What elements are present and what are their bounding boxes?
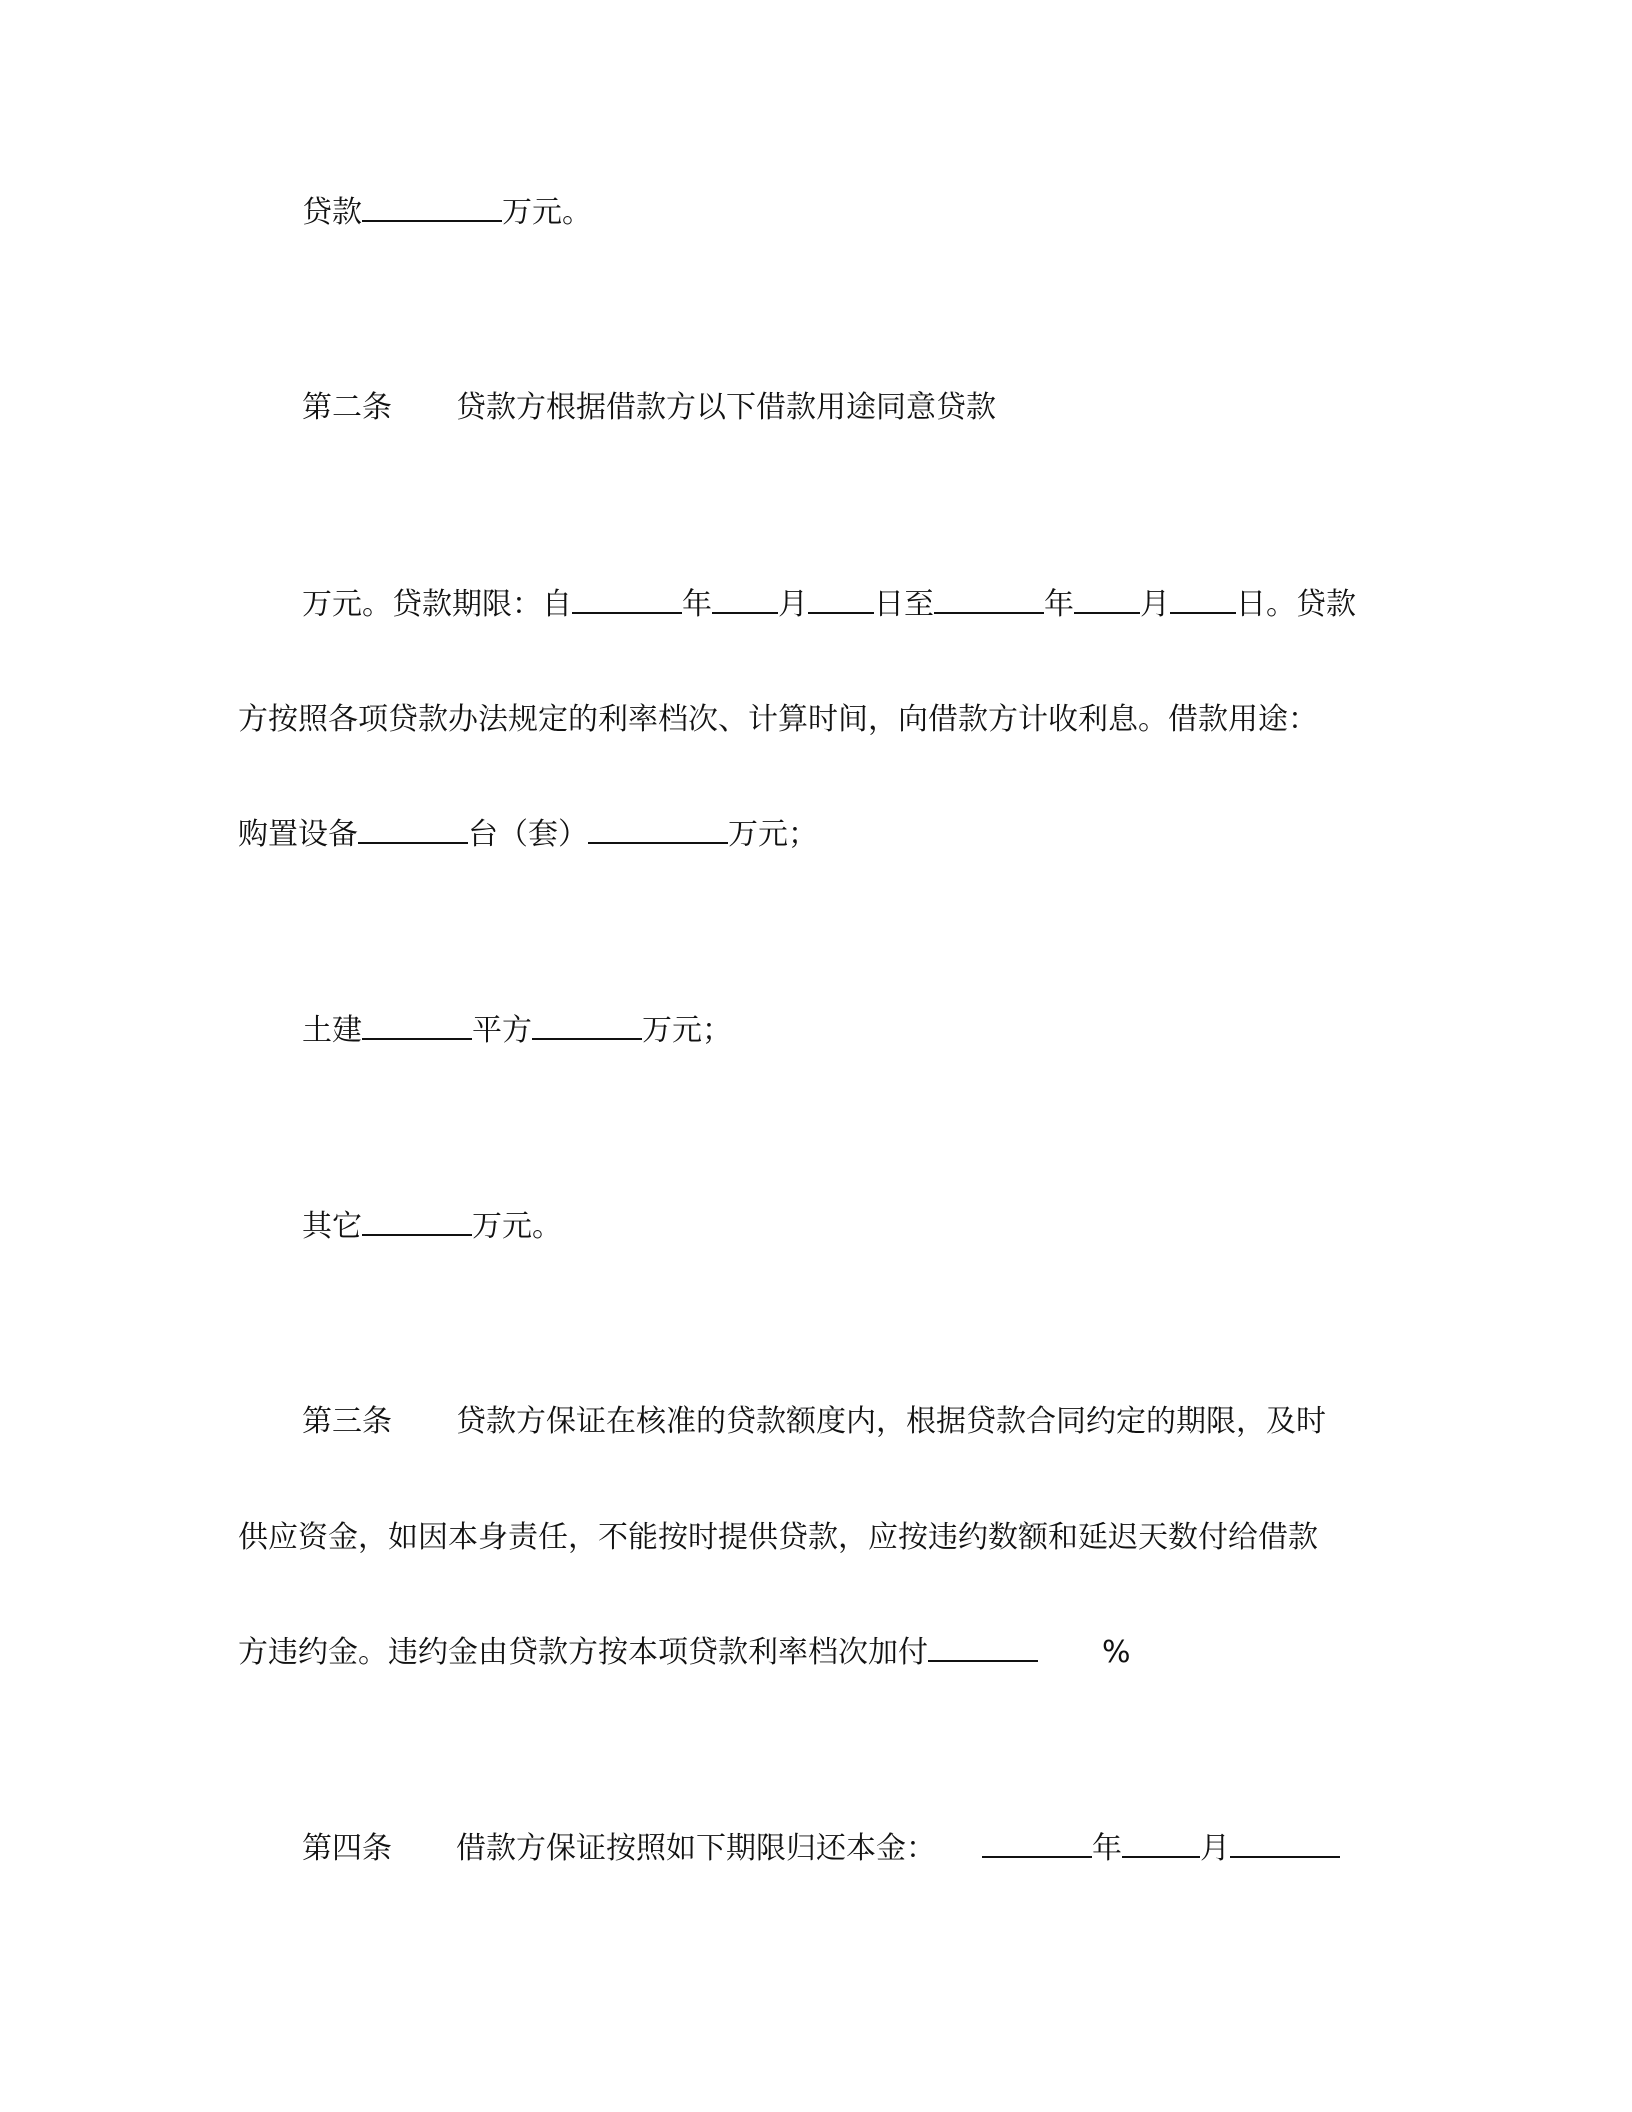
loan-amount-blank: [362, 190, 502, 222]
penalty-text: 方违约金。违约金由贷款方按本项贷款利率档次加付: [238, 1635, 928, 1670]
unit-text: 万元。: [472, 1209, 562, 1244]
end-month-blank: [1074, 582, 1140, 614]
repay-day-blank: [1230, 1826, 1340, 1858]
clause1-amount-line: [0, 190, 1632, 234]
clause-number: 第四条: [302, 1831, 392, 1866]
clause3-heading-line: [0, 1400, 1632, 1444]
loan-term-line: [0, 582, 1632, 626]
unit-text: 万元。: [502, 195, 592, 230]
percent-sign: %: [1102, 1635, 1131, 1670]
start-month-blank: [712, 582, 778, 614]
repay-year-blank: [982, 1826, 1092, 1858]
unit-text: 万元；: [728, 817, 818, 852]
construction-amount-blank: [532, 1008, 642, 1040]
clause-text: 贷款方保证在核准的贷款额度内，根据贷款合同约定的期限，及时: [456, 1404, 1326, 1439]
clause-text: 供应资金，如因本身责任，不能按时提供贷款，应按违约数额和延迟天数付给借款: [238, 1520, 1318, 1555]
equipment-label: 购置设备: [238, 817, 358, 852]
clause-text: 贷款方根据借款方以下借款用途同意贷款: [456, 390, 996, 425]
year-label: 年: [682, 587, 712, 622]
month-label: 月: [1200, 1831, 1230, 1866]
area-blank: [362, 1008, 472, 1040]
clause4-heading-line: [0, 1826, 1632, 1870]
month-label: 月: [778, 587, 808, 622]
day-to-label: 日至: [874, 587, 934, 622]
start-day-blank: [808, 582, 874, 614]
loan-label: 贷款: [302, 195, 362, 230]
term-suffix: 日。贷款: [1236, 587, 1356, 622]
clause3-body-line: [0, 1516, 1632, 1560]
interest-text: 方按照各项贷款办法规定的利率档次、计算时间，向借款方计收利息。借款用途：: [238, 702, 1318, 737]
term-prefix: 万元。贷款期限：自: [302, 587, 572, 622]
construction-line: [0, 1008, 1632, 1052]
start-year-blank: [572, 582, 682, 614]
year-label: 年: [1092, 1831, 1122, 1866]
other-label: 其它: [302, 1209, 362, 1244]
penalty-line: [0, 1630, 1632, 1674]
clause2-heading-line: [0, 386, 1632, 430]
other-amount-blank: [362, 1204, 472, 1236]
unit-text: 万元；: [642, 1013, 732, 1048]
equipment-count-blank: [358, 812, 468, 844]
equipment-line: [0, 812, 1632, 856]
end-year-blank: [934, 582, 1044, 614]
end-day-blank: [1170, 582, 1236, 614]
area-unit-label: 平方: [472, 1013, 532, 1048]
year-label: 年: [1044, 587, 1074, 622]
units-label: 台（套）: [468, 817, 588, 852]
equipment-amount-blank: [588, 812, 728, 844]
month-label: 月: [1140, 587, 1170, 622]
interest-line: [0, 698, 1632, 742]
clause-text: 借款方保证按照如下期限归还本金：: [456, 1831, 936, 1866]
other-line: [0, 1204, 1632, 1248]
clause-number: 第三条: [302, 1404, 392, 1439]
construction-label: 土建: [302, 1013, 362, 1048]
repay-month-blank: [1122, 1826, 1200, 1858]
clause-number: 第二条: [302, 390, 392, 425]
penalty-rate-blank: [928, 1630, 1038, 1662]
